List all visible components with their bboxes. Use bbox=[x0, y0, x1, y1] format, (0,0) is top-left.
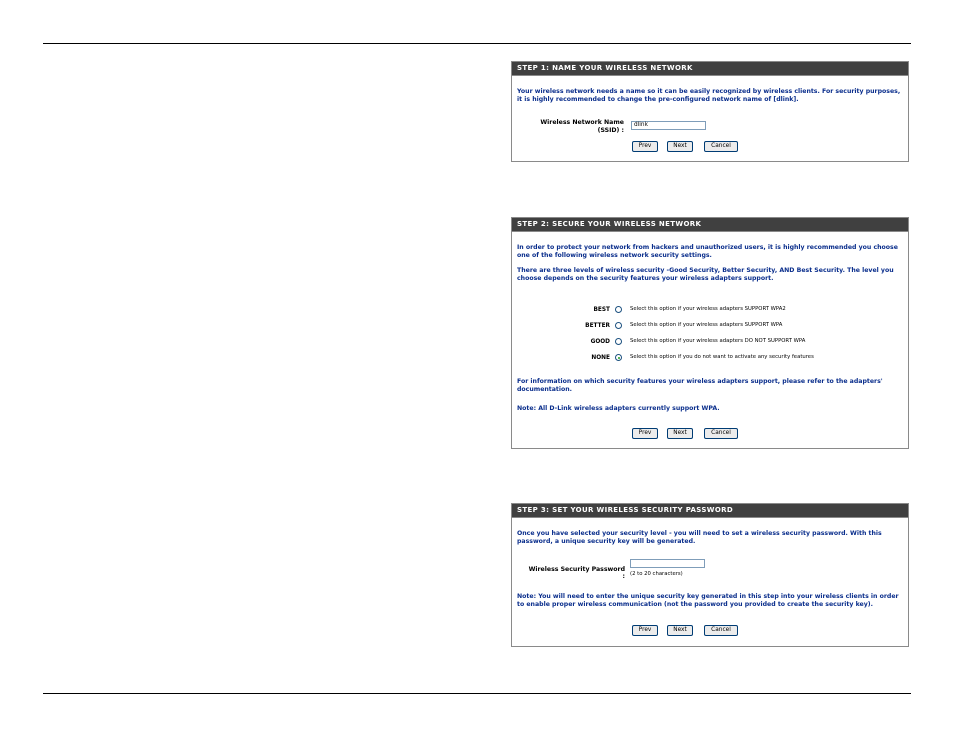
option-label-best: BEST bbox=[593, 307, 610, 313]
ssid-input[interactable]: dlink bbox=[631, 121, 706, 130]
step3-prev-button[interactable]: Prev bbox=[632, 625, 658, 636]
step2-levels-text: There are three levels of wireless security -Good Security, Better Security, AND Best Security. The level you choose depends on the security features your wireless adapters support. bbox=[517, 267, 894, 282]
option-label-good: GOOD bbox=[590, 339, 610, 345]
step2-info-text: For information on which security features your wireless adapters support, please refer to the adapters' documentation. bbox=[517, 378, 883, 393]
radio-none[interactable] bbox=[615, 354, 622, 361]
step2-note-text: Note: All D-Link wireless adapters currently support WPA. bbox=[517, 405, 720, 412]
security-password-input[interactable] bbox=[630, 559, 705, 568]
radio-best[interactable] bbox=[615, 306, 622, 313]
step2-panel bbox=[511, 217, 909, 449]
bottom-divider bbox=[43, 693, 911, 694]
option-desc-best: Select this option if your wireless adapters SUPPORT WPA2 bbox=[630, 306, 786, 312]
step1-cancel-button[interactable]: Cancel bbox=[704, 141, 738, 152]
radio-better[interactable] bbox=[615, 322, 622, 329]
radio-good[interactable] bbox=[615, 338, 622, 345]
option-desc-good: Select this option if your wireless adapters DO NOT SUPPORT WPA bbox=[630, 338, 806, 344]
step3-cancel-button[interactable]: Cancel bbox=[704, 625, 738, 636]
ssid-label bbox=[524, 119, 624, 135]
step1-prev-button[interactable]: Prev bbox=[632, 141, 658, 152]
step2-next-button[interactable]: Next bbox=[667, 428, 693, 439]
step1-next-button[interactable]: Next bbox=[667, 141, 693, 152]
password-hint: (2 to 20 characters) bbox=[630, 571, 683, 577]
ssid-label-line1: Wireless Network Name bbox=[540, 119, 624, 126]
step3-panel bbox=[511, 503, 909, 647]
step2-intro: In order to protect your network from hackers and unauthorized users, it is highly recommended you choose one of the following wireless network security settings. bbox=[517, 244, 898, 259]
step3-title: STEP 3: SET YOUR WIRELESS SECURITY PASSWORD bbox=[512, 504, 908, 518]
step3-note-text: Note: You will need to enter the unique security key generated in this step into your wireless clients in order to enable proper wireless communication (not the password you provided to create the security key). bbox=[517, 593, 899, 608]
step2-cancel-button[interactable]: Cancel bbox=[704, 428, 738, 439]
step1-description: Your wireless network needs a name so it can be easily recognized by wireless clients. For security purposes, it is highly recommended to change the pre-configured network name of [dlink]. bbox=[517, 88, 901, 103]
step2-prev-button[interactable]: Prev bbox=[632, 428, 658, 439]
ssid-label-line2: (SSID) : bbox=[597, 127, 624, 134]
step2-title: STEP 2: SECURE YOUR WIRELESS NETWORK bbox=[512, 218, 908, 232]
step3-intro: Once you have selected your security level - you will need to set a wireless security password. With this password, a unique security key will be generated. bbox=[517, 530, 882, 545]
option-desc-better: Select this option if your wireless adapters SUPPORT WPA bbox=[630, 322, 783, 328]
option-label-none: NONE bbox=[591, 355, 610, 361]
password-label: Wireless Security Password : bbox=[528, 566, 625, 580]
top-divider bbox=[43, 43, 911, 44]
step3-next-button[interactable]: Next bbox=[667, 625, 693, 636]
step1-title: STEP 1: NAME YOUR WIRELESS NETWORK bbox=[512, 62, 908, 76]
option-desc-none: Select this option if you do not want to activate any security features bbox=[630, 354, 814, 360]
step1-panel bbox=[511, 61, 909, 162]
option-label-better: BETTER bbox=[585, 323, 610, 329]
